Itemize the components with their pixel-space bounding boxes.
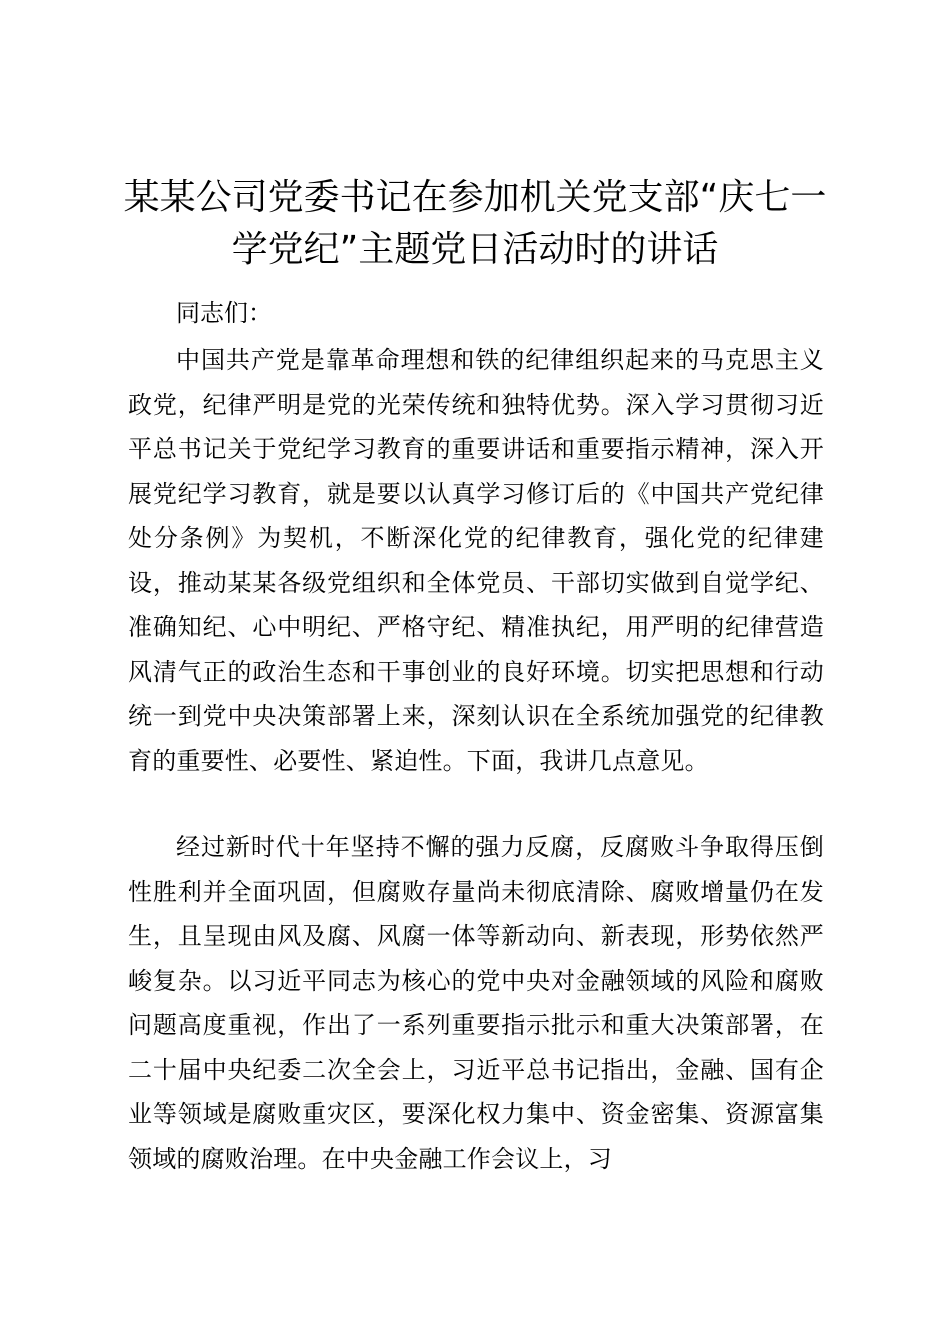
greeting: 同志们： xyxy=(176,299,272,327)
document-title-line-2: 学党纪”主题党日活动时的讲话 xyxy=(231,229,719,270)
document-title-line-1: 某某公司党委书记在参加机关党支部“庆七一 xyxy=(123,177,827,218)
body-paragraph: 中国共产党是靠革命理想和铁的纪律组织起来的马克思主义政党，纪律严明是党的光荣传统和独特优势。深入学习贯彻习近平总书记关于党纪学习教育的重要讲话和重要指示精神，深入开展党纪学习教育，就是要以认真学习修订后的《中国共产党纪律处分条例》为契机，不断深化党的纪律教育，强化党的纪律建设，推动某某各级党组织和全体党员、干部切实做到自觉学纪、准确知纪、心中明纪、严格守纪、精准执纪，用严明的纪律营造风清气正的政治生态和干事创业的良好环境。切实把思想和行动统一到党中央决策部署上来，深刻认识在全系统加强党的纪律教育的重要性、必要性、紧迫性。下面，我讲几点意见。 xyxy=(128,346,824,775)
body-paragraph: 经过新时代十年坚持不懈的强力反腐，反腐败斗争取得压倒性胜利并全面巩固，但腐败存量尚未彻底清除、腐败增量仍在发生，且呈现由风及腐、风腐一体等新动向、新表现，形势依然严峻复杂。以习近平同志为核心的党中央对金融领域的风险和腐败问题高度重视，作出了一系列重要指示批示和重大决策部署，在二十届中央纪委二次全会上，习近平总书记指出，金融、国有企业等领域是腐败重灾区，要深化权力集中、资金密集、资源富集领域的腐败治理。在中央金融工作会议上，习 xyxy=(128,833,824,1173)
